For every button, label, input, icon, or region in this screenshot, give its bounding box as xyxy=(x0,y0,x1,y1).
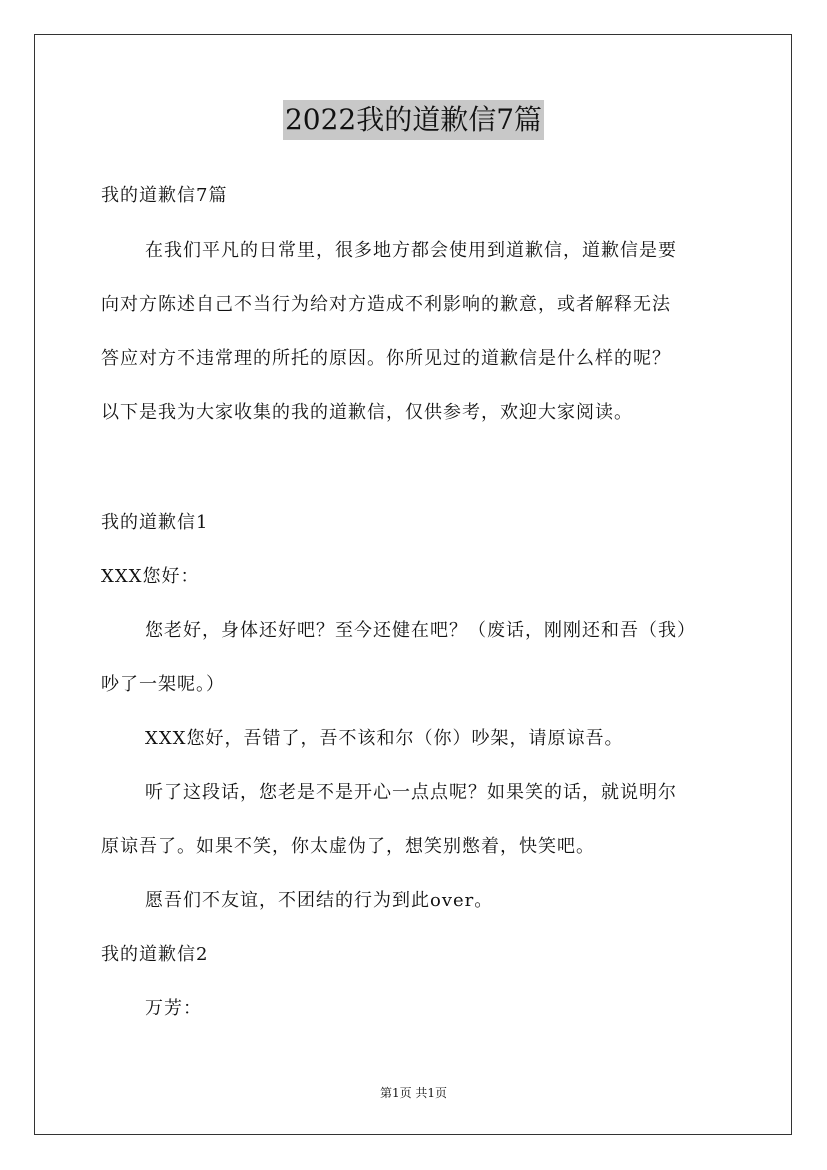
section-heading: 我的道歉信2 xyxy=(101,944,209,965)
salutation: XXX您好： xyxy=(101,566,200,587)
paragraph-line: 向对方陈述自己不当行为给对方造成不利影响的歉意，或者解释无法 xyxy=(101,294,671,315)
paragraph-line: 答应对方不违常理的所托的原因。你所见过的道歉信是什么样的呢？ xyxy=(101,348,671,369)
paragraph-line: 吵了一架呢。） xyxy=(101,674,225,695)
subtitle: 我的道歉信7篇 xyxy=(101,185,228,206)
document-title: 2022我的道歉信7篇 xyxy=(283,100,544,140)
paragraph-line: 您老好，身体还好吧？至今还健在吧？（废话，刚刚还和吾（我） xyxy=(145,620,696,641)
paragraph-line: 以下是我为大家收集的我的道歉信，仅供参考，欢迎大家阅读。 xyxy=(101,402,633,423)
title-container xyxy=(0,100,827,140)
paragraph-line: 原谅吾了。如果不笑，你太虚伪了，想笑别憋着，快笑吧。 xyxy=(101,836,595,857)
paragraph-line: 愿吾们不友谊，不团结的行为到此over。 xyxy=(145,890,494,911)
paragraph-line: XXX您好，吾错了，吾不该和尔（你）吵架，请原谅吾。 xyxy=(145,728,624,749)
section-heading: 我的道歉信1 xyxy=(101,512,209,533)
paragraph-line: 听了这段话，您老是不是开心一点点呢？如果笑的话，就说明尔 xyxy=(145,782,677,803)
page-footer: 第1页 共1页 xyxy=(379,1086,448,1100)
salutation: 万芳： xyxy=(145,998,202,1019)
paragraph-line: 在我们平凡的日常里，很多地方都会使用到道歉信，道歉信是要 xyxy=(145,240,677,261)
